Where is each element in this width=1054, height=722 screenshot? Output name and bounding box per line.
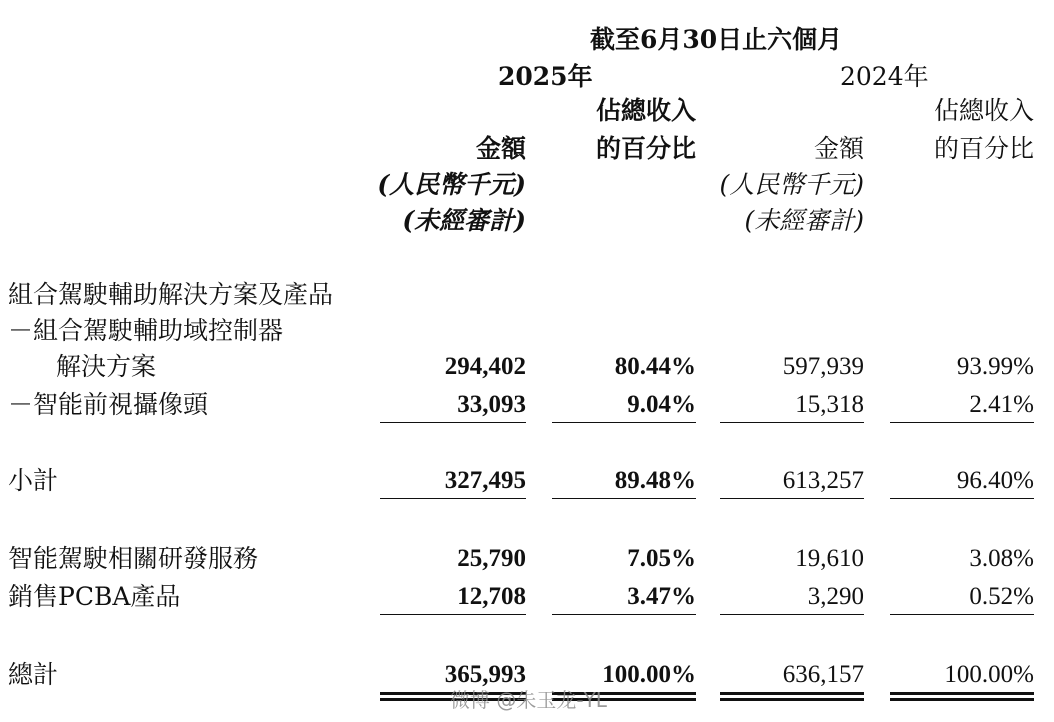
cell-pcba-amount-2025: 12,708	[457, 583, 526, 610]
cell-rd-pct-2024: 3.08%	[969, 545, 1034, 572]
cell-rd-pct-2025: 7.05%	[627, 545, 696, 572]
cell-total-amount-2024: 636,157	[782, 661, 864, 688]
double-rule-total-3	[720, 692, 864, 701]
pct-header-2024-line1: 佔總收入	[933, 96, 1034, 125]
rule-camera-3	[720, 422, 864, 423]
cell-rd-amount-2025: 25,790	[457, 545, 526, 572]
rule-pcba-3	[720, 614, 864, 615]
unit-2024: (人民幣千元)	[719, 170, 864, 199]
rule-camera-1	[380, 422, 526, 423]
rule-camera-2	[552, 422, 696, 423]
cell-total-pct-2025: 100.00%	[602, 661, 696, 688]
cell-pcba-amount-2024: 3,290	[807, 583, 864, 610]
cell-pcba-pct-2024: 0.52%	[969, 583, 1034, 610]
cell-total-amount-2025: 365,993	[444, 661, 526, 688]
rule-pcba-1	[380, 614, 526, 615]
rule-pcba-4	[890, 614, 1034, 615]
rule-subtotal-3	[720, 498, 864, 499]
rule-camera-4	[890, 422, 1034, 423]
rule-subtotal-1	[380, 498, 526, 499]
pct-header-2025-line1: 佔總收入	[595, 96, 696, 125]
row-label-subtotal: 小計	[8, 466, 59, 495]
row-label-pcba: 銷售PCBA產品	[8, 582, 181, 611]
rule-subtotal-2	[552, 498, 696, 499]
cell-domain-pct-2025: 80.44%	[614, 353, 696, 380]
cell-subtotal-pct-2025: 89.48%	[614, 467, 696, 494]
cell-subtotal-amount-2024: 613,257	[782, 467, 864, 494]
row-label-domain-line1: －組合駕駛輔助域控制器	[8, 316, 284, 345]
period-header: 截至6月30日止六個月	[590, 25, 843, 54]
cell-rd-amount-2024: 19,610	[795, 545, 864, 572]
amount-header-2025: 金額	[475, 134, 526, 163]
cell-camera-pct-2024: 2.41%	[969, 391, 1034, 418]
row-label-domain-line2: 解決方案	[56, 352, 157, 381]
cell-domain-amount-2025: 294,402	[444, 353, 526, 380]
pct-header-2025-line2: 的百分比	[595, 134, 696, 163]
double-rule-total-4	[890, 692, 1034, 701]
cell-total-pct-2024: 100.00%	[944, 661, 1034, 688]
cell-subtotal-amount-2025: 327,495	[444, 467, 526, 494]
amount-header-2024: 金額	[813, 134, 864, 163]
row-label-rd-services: 智能駕駛相關研發服務	[8, 544, 259, 573]
audit-2025: (未經審計)	[402, 206, 526, 235]
cell-domain-amount-2024: 597,939	[782, 353, 864, 380]
audit-2024: (未經審計)	[744, 206, 864, 235]
cell-camera-amount-2025: 33,093	[457, 391, 526, 418]
rule-pcba-2	[552, 614, 696, 615]
pct-header-2024-line2: 的百分比	[933, 134, 1034, 163]
row-label-camera: －智能前視攝像頭	[8, 390, 209, 419]
year-2024-header: 2024年	[840, 62, 929, 91]
cell-camera-amount-2024: 15,318	[795, 391, 864, 418]
row-label-total: 總計	[8, 660, 59, 689]
cell-domain-pct-2024: 93.99%	[956, 353, 1034, 380]
rule-subtotal-4	[890, 498, 1034, 499]
cell-subtotal-pct-2024: 96.40%	[956, 467, 1034, 494]
cell-camera-pct-2025: 9.04%	[627, 391, 696, 418]
unit-2025: (人民幣千元)	[377, 170, 526, 199]
year-2025-header: 2025年	[498, 62, 593, 91]
cell-pcba-pct-2025: 3.47%	[627, 583, 696, 610]
section-label-adas: 組合駕駛輔助解決方案及產品	[8, 280, 334, 309]
weibo-watermark: 微博 @朱玉龙-YL	[450, 688, 607, 712]
